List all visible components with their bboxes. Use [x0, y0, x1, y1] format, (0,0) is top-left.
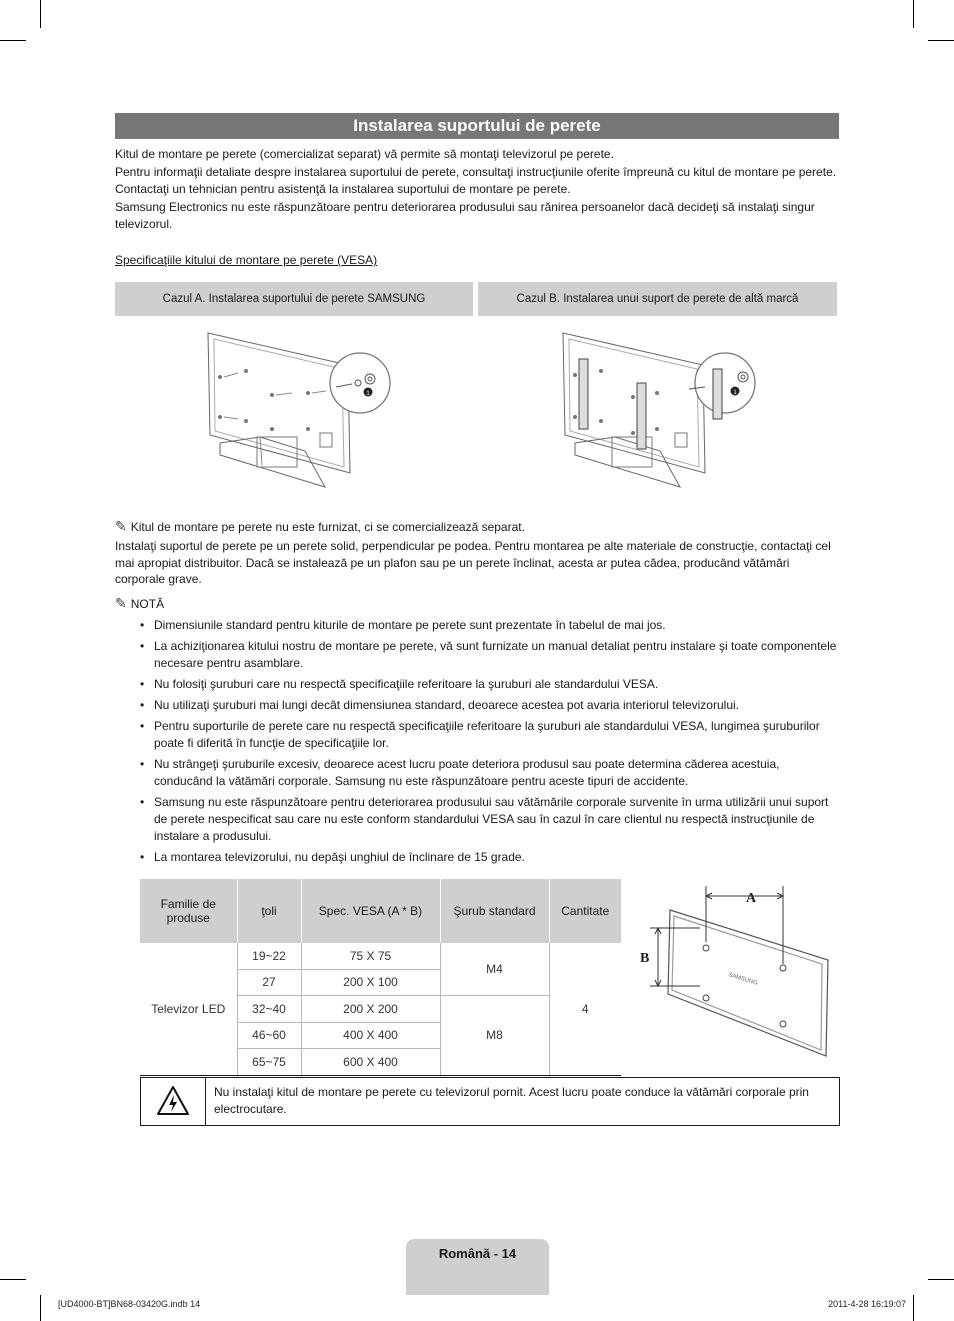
crop-mark: [913, 1295, 914, 1321]
case-b-header: Cazul B. Instalarea unui suport de perete de altă marcă: [478, 282, 837, 316]
note-pencil-icon: ✎: [115, 595, 127, 611]
crop-mark: [40, 0, 41, 28]
dimension-label-b: B: [640, 951, 650, 966]
nota-heading: [115, 595, 164, 613]
vesa-cell: 75 X 75: [301, 943, 440, 969]
section-title: Instalarea suportului de perete: [115, 113, 839, 139]
footer-timestamp: 2011-4-28 16:19:07: [828, 1299, 906, 1309]
table-header-row: [140, 879, 621, 943]
product-family-cell: Televizor LED: [140, 943, 237, 1075]
table-row: [140, 943, 621, 969]
table-header: Familie de produse: [140, 879, 237, 943]
crop-mark: [913, 0, 914, 28]
crop-mark: [928, 1279, 954, 1280]
table-header: Cantitate: [549, 879, 621, 943]
kit-note: [115, 518, 525, 536]
screw-cell: M8: [440, 996, 549, 1076]
vesa-spec-table: [140, 879, 621, 1076]
warning-box: [140, 1077, 840, 1126]
warning-icon-cell: [141, 1078, 206, 1125]
vesa-dimension-diagram: [636, 884, 836, 1059]
warning-text: Nu instalaţi kitul de montare pe perete cu televizorul pornit. Acest lucru poate conduce la vătămări corporale prin electrocutare.: [214, 1085, 809, 1116]
spec-heading: Specificaţiile kitului de montare pe perete (VESA): [115, 253, 378, 267]
footer-file-info: [UD4000-BT]BN68-03420G.indb 14: [58, 1299, 201, 1309]
quantity-cell: 4: [549, 943, 621, 1075]
case-a-header: Cazul A. Instalarea suportului de perete SAMSUNG: [115, 282, 473, 316]
install-instructions: Instalaţi suportul de perete pe un perete solid, perpendicular pe podea. Pentru montarea pe alte materiale de construcţie, contactaţi cel mai apropiat distribuitor. Dacă se instalează pe un plafon sau pe un perete înclinat, acesta ar putea cădea, producând vătămări corporale grave.: [115, 539, 831, 586]
vesa-cell: 200 X 100: [301, 969, 440, 996]
screw-cell: M4: [440, 943, 549, 996]
brand-logo: SAMSUNG: [727, 972, 759, 987]
case-b-tv-illustration: [555, 325, 765, 495]
note-pencil-icon: ✎: [115, 518, 127, 534]
crop-mark: [40, 1295, 41, 1321]
dimension-label-a: A: [746, 891, 757, 906]
note-bullet-list: [140, 617, 840, 870]
table-header: ţoli: [237, 879, 301, 943]
case-a-tv-illustration: [200, 325, 400, 495]
intro-paragraph: Kitul de montare pe perete (comercializat separat) vă permite să montaţi televizorul pe perete.: [115, 147, 614, 161]
crop-mark: [0, 40, 26, 41]
callout-marker: 1: [733, 390, 737, 396]
inches-cell: 32~40: [237, 996, 301, 1023]
intro-paragraph: Pentru informaţii detaliate despre instalarea suportului de perete, consultaţi instrucţiunile oferite împreună cu kitul de montare pe perete. Contactaţi un tehnician pentru asistenţă la instalarea suportului de montare pe perete.: [115, 164, 837, 196]
intro-text: [115, 146, 839, 234]
vesa-cell: 200 X 200: [301, 996, 440, 1023]
table-header: Şurub standard: [440, 879, 549, 943]
intro-paragraph: Samsung Electronics nu este răspunzătoare pentru deteriorarea produsului sau rănirea persoanelor dacă decideţi să instalaţi singur televizorul.: [115, 199, 815, 231]
crop-mark: [0, 1279, 26, 1280]
inches-cell: 65~75: [237, 1049, 301, 1076]
kit-note-text: Kitul de montare pe perete nu este furnizat, ci se comercializează separat.: [130, 520, 525, 534]
page-label: Română - 14: [406, 1239, 549, 1295]
electric-shock-warning-icon: [156, 1084, 190, 1118]
list-item: • Nu strângeţi şuruburile excesiv, deoarece acest lucru poate deteriora produsul sau poate determina căderea acestuia, conducând la vătămări corporale. Samsung nu este răspunzătoare pentru aceste tipuri de accidente.: [140, 756, 840, 790]
table-header: Spec. VESA (A * B): [301, 879, 440, 943]
callout-marker: 1: [366, 391, 370, 397]
crop-mark: [928, 40, 954, 41]
vesa-cell: 600 X 400: [301, 1049, 440, 1076]
inches-cell: 19~22: [237, 943, 301, 969]
list-item: • Nu folosiţi şuruburi care nu respectă specificaţiile referitoare la şuruburi ale standardului VESA.: [140, 676, 840, 693]
vesa-cell: 400 X 400: [301, 1022, 440, 1049]
list-item: • Pentru suporturile de perete care nu respectă specificaţiile referitoare la şuruburi ale standardului VESA, lungimea şuruburilor poate fi diferită în funcţie de specificaţiile lor.: [140, 718, 840, 752]
inches-cell: 27: [237, 969, 301, 996]
list-item: • Nu utilizaţi şuruburi mai lungi decât dimensiunea standard, deoarece acestea pot avaria interiorul televizorului.: [140, 697, 840, 714]
list-item: • Dimensiunile standard pentru kiturile de montare pe perete sunt prezentate în tabelul de mai jos.: [140, 617, 840, 634]
list-item: • La montarea televizorului, nu depăşi unghiul de înclinare de 15 grade.: [140, 849, 840, 866]
nota-label: NOTĂ: [130, 597, 165, 611]
list-item: • Samsung nu este răspunzătoare pentru deteriorarea produsului sau vătămările corporale survenite în urma utilizării unui suport de perete nespecificat sau care nu este conform standardului VESA sau în cazul în care clientul nu respectă instrucţiunile de instalare a produsului.: [140, 794, 840, 845]
inches-cell: 46~60: [237, 1022, 301, 1049]
list-item: • La achiziţionarea kitului nostru de montare pe perete, vă sunt furnizate un manual detaliat pentru instalare şi toate componentele necesare pentru asamblare.: [140, 638, 840, 672]
